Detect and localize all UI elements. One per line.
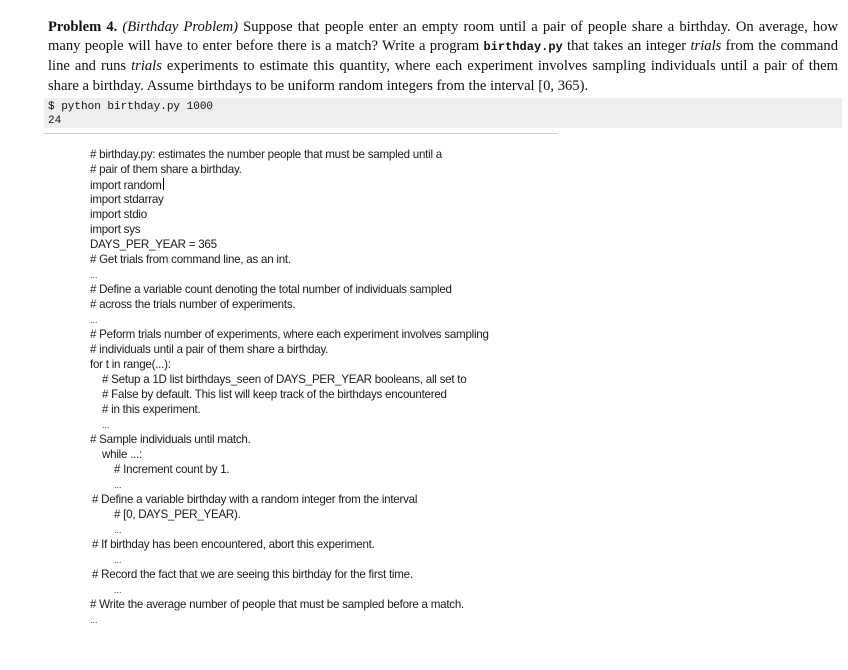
code-line-6: import sys bbox=[90, 223, 141, 236]
code-placeholder-4: ... bbox=[114, 480, 122, 490]
trials-term-1: trials bbox=[690, 38, 722, 55]
problem-text-1: Suppose that people enter an empty room until a pair of people share a birthday. On average, how many people will have to enter before there is a match? Write a program bbox=[48, 19, 839, 55]
code-line-19: # Increment count by 1. bbox=[114, 463, 230, 476]
code-line-24: # Write the average number of people that must be sampled before a match. bbox=[90, 598, 465, 611]
code-placeholder-5: ... bbox=[114, 525, 122, 535]
code-placeholder-1: ... bbox=[90, 270, 98, 280]
code-line-11: # Peform trials number of experiments, where each experiment involves sampling bbox=[90, 328, 489, 341]
code-line-3-text: import random bbox=[90, 179, 162, 192]
problem-label: Problem 4. bbox=[48, 19, 118, 35]
console-example bbox=[44, 98, 842, 128]
code-line-1: # birthday.py: estimates the number people that must be sampled until a bbox=[90, 148, 442, 161]
code-line-18: while ...: bbox=[102, 448, 143, 461]
code-line-12: # individuals until a pair of them share a birthday. bbox=[90, 343, 329, 356]
code-line-16: # in this experiment. bbox=[102, 403, 201, 416]
console-divider bbox=[44, 133, 558, 134]
problem-text-2: that takes an integer bbox=[562, 38, 691, 55]
problem-title: (Birthday Problem) bbox=[122, 19, 239, 35]
code-line-10: # across the trials number of experiments. bbox=[90, 298, 296, 311]
problem-text-3: from the command line and runs bbox=[48, 38, 838, 75]
code-line-8: # Get trials from command line, as an int. bbox=[90, 253, 291, 266]
code-line-14: # Setup a 1D list birthdays_seen of DAYS_PER_YEAR booleans, all set to bbox=[102, 373, 467, 386]
program-name: birthday.py bbox=[483, 40, 563, 55]
code-line-5: import stdio bbox=[90, 208, 147, 221]
text-cursor bbox=[163, 178, 164, 190]
code-line-7: DAYS_PER_YEAR = 365 bbox=[90, 238, 217, 251]
trials-term-2: trials bbox=[131, 58, 162, 75]
problem-statement bbox=[48, 18, 838, 96]
problem-text-4: experiments to estimate this quantity, where each experiment involves sampling individuals until a pair of them share a birthday. Assume birthdays to be uniform random integers from the interval [0, 365). bbox=[48, 58, 838, 94]
code-line-9: # Define a variable count denoting the total number of individuals sampled bbox=[90, 283, 452, 296]
console-command: $ python birthday.py 1000 bbox=[48, 101, 214, 113]
code-line-17: # Sample individuals until match. bbox=[90, 433, 251, 446]
code-line-21: # [0, DAYS_PER_YEAR). bbox=[114, 508, 241, 521]
code-line-22: # If birthday has been encountered, abort this experiment. bbox=[92, 538, 375, 551]
code-placeholder-2: ... bbox=[90, 315, 98, 325]
code-placeholder-8: ... bbox=[90, 615, 98, 625]
code-line-15: # False by default. This list will keep track of the birthdays encountered bbox=[102, 388, 447, 401]
code-line-20: # Define a variable birthday with a random integer from the interval bbox=[92, 493, 418, 506]
code-placeholder-3: ... bbox=[102, 420, 110, 430]
code-line-4: import stdarray bbox=[90, 193, 164, 206]
code-line-23: # Record the fact that we are seeing this birthday for the first time. bbox=[92, 568, 413, 581]
code-line-2: # pair of them share a birthday. bbox=[90, 163, 242, 176]
console-output: 24 bbox=[48, 115, 62, 127]
code-placeholder-7: ... bbox=[114, 585, 122, 595]
code-line-3 bbox=[90, 178, 164, 192]
code-line-13: for t in range(...): bbox=[90, 358, 171, 371]
code-placeholder-6: ... bbox=[114, 555, 122, 565]
